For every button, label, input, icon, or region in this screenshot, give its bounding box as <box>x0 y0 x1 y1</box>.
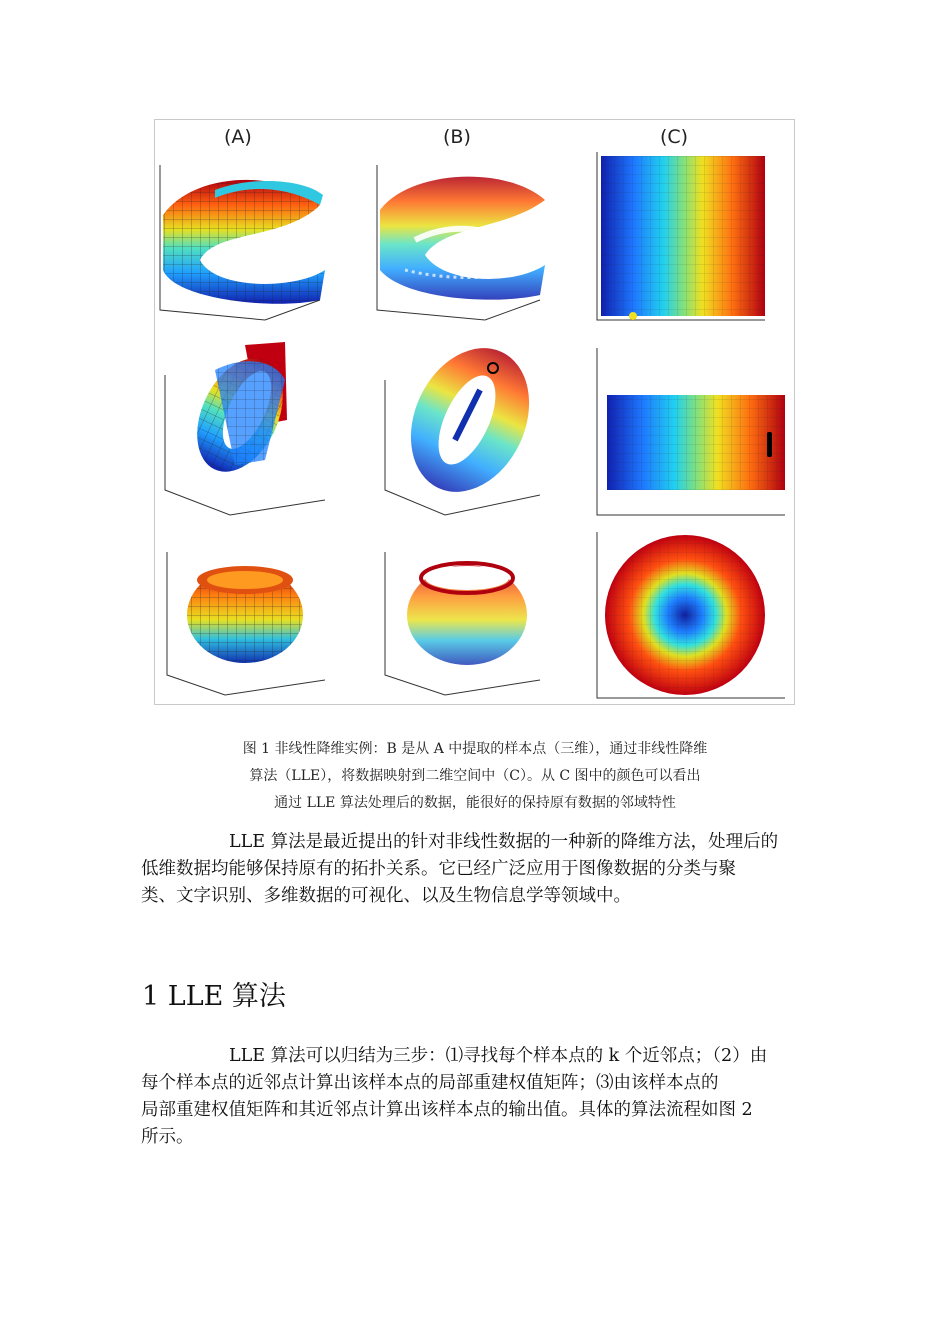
panel-b-sphere-samples <box>385 552 540 695</box>
panel-a-swissroll <box>165 342 325 515</box>
caption-line: 算法（LLE），将数据映射到二维空间中（C）。从 C 图中的颜色可以看出 <box>249 768 701 784</box>
paragraph-line: LLE 算法可以归结为三步：⑴寻找每个样本点的 k 个近邻点；（2）由 <box>229 1046 768 1066</box>
panel-c-sphere-embedding <box>597 532 785 698</box>
panel-label-b: (B) <box>443 126 471 148</box>
figure-graphics <box>155 120 796 706</box>
paragraph-line: 所示。 <box>141 1127 194 1147</box>
section-heading: 1 LLE 算法 <box>142 981 286 1012</box>
caption-line: 通过 LLE 算法处理后的数据，能很好的保持原有数据的邻域特性 <box>274 795 676 811</box>
caption-line: 图 1 非线性降维实例：B 是从 A 中提取的样本点（三维），通过非线性降维 <box>242 741 708 757</box>
algorithm-paragraph <box>141 1043 809 1151</box>
panel-c-scurve-embedding <box>597 152 765 320</box>
paragraph-line: 类、文字识别、多维数据的可视化、以及生物信息学等领域中。 <box>141 886 631 906</box>
panel-b-swissroll-samples <box>385 329 552 515</box>
lle-figure <box>154 119 795 705</box>
intro-paragraph <box>141 829 809 910</box>
panel-label-c: (C) <box>660 126 689 148</box>
panel-label-a: (A) <box>224 126 252 148</box>
panel-a-sphere <box>167 552 325 695</box>
paragraph-line: 低维数据均能够保持原有的拓扑关系。它已经广泛应用于图像数据的分类与聚 <box>141 859 736 879</box>
paragraph-line: LLE 算法是最近提出的针对非线性数据的一种新的降维方法，处理后的 <box>229 832 779 852</box>
paragraph-line: 局部重建权值矩阵和其近邻点计算出该样本点的输出值。具体的算法流程如图 2 <box>141 1100 753 1120</box>
panel-c-swissroll-embedding <box>597 348 785 515</box>
panel-a-scurve <box>160 165 325 320</box>
figure-caption <box>150 736 800 817</box>
panel-b-scurve-samples <box>377 165 545 320</box>
paragraph-line: 每个样本点的近邻点计算出该样本点的局部重建权值矩阵；⑶由该样本点的 <box>141 1073 719 1093</box>
